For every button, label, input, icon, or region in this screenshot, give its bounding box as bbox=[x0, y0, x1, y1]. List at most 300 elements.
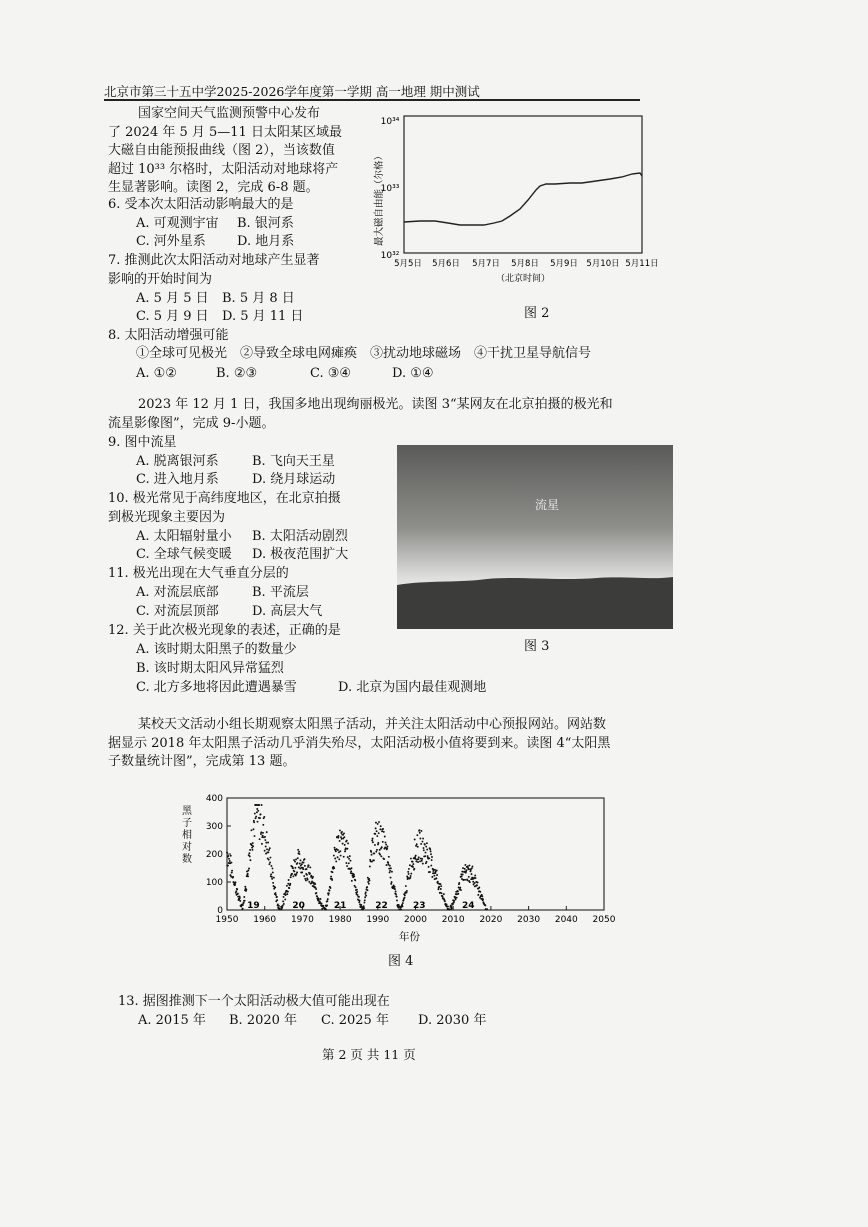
fig4-cycle-label: 21 bbox=[333, 901, 347, 911]
fig4-data-point bbox=[264, 836, 266, 838]
fig4-data-point bbox=[349, 855, 351, 857]
fig4-data-point bbox=[417, 861, 419, 863]
fig4-data-point bbox=[413, 868, 415, 870]
fig4-ytick-label: 100 bbox=[205, 878, 223, 888]
fig4-data-point bbox=[387, 845, 389, 847]
intro1-line: 生显著影响。读图 2，完成 6-8 题。 bbox=[108, 180, 319, 196]
fig4-data-point bbox=[476, 884, 478, 886]
fig4-data-point bbox=[355, 886, 357, 888]
fig2-xlabel: （北京时间） bbox=[495, 274, 551, 284]
fig4-data-point bbox=[297, 857, 299, 859]
fig4-data-point bbox=[385, 844, 387, 846]
fig4-data-point bbox=[424, 844, 426, 846]
fig4-data-point bbox=[365, 895, 367, 897]
fig2-frame bbox=[404, 116, 642, 253]
figure-4-sunspot-chart bbox=[172, 790, 632, 955]
fig4-data-point bbox=[289, 883, 291, 885]
fig4-data-point bbox=[382, 841, 384, 843]
fig4-data-point bbox=[368, 883, 370, 885]
fig4-data-point bbox=[268, 859, 270, 861]
fig4-data-point bbox=[283, 903, 285, 905]
q11-option-b: B. 平流层 bbox=[252, 585, 309, 600]
fig4-data-point bbox=[338, 835, 340, 837]
q9-option-a: A. 脱离银河系 bbox=[136, 454, 219, 469]
fig4-data-point bbox=[347, 842, 349, 844]
fig4-data-point bbox=[269, 847, 271, 849]
fig4-data-point bbox=[228, 858, 230, 860]
q10-option-a: A. 太阳辐射量小 bbox=[136, 529, 232, 544]
fig4-data-point bbox=[345, 862, 347, 864]
fig4-data-point bbox=[242, 908, 244, 910]
fig4-data-point bbox=[479, 891, 481, 893]
fig4-data-point bbox=[316, 896, 318, 898]
fig2-ytick-mid: 10³³ bbox=[380, 184, 400, 194]
fig4-data-point bbox=[243, 896, 245, 898]
fig4-data-point bbox=[259, 817, 261, 819]
fig4-data-point bbox=[229, 860, 231, 862]
fig4-data-point bbox=[419, 838, 421, 840]
q10-option-b: B. 太阳活动剧烈 bbox=[252, 529, 348, 544]
intro1-line: 了 2024 年 5 月 5—11 日太阳某区域最 bbox=[108, 124, 342, 140]
fig4-data-point bbox=[461, 875, 463, 877]
fig4-data-point bbox=[423, 847, 425, 849]
q11-option-a: A. 对流层底部 bbox=[136, 585, 219, 600]
fig4-data-point bbox=[318, 898, 320, 900]
fig4-data-point bbox=[314, 886, 316, 888]
fig4-data-point bbox=[358, 901, 360, 903]
fig4-data-point bbox=[247, 873, 249, 875]
fig4-data-point bbox=[262, 832, 264, 834]
fig4-data-point bbox=[300, 859, 302, 861]
fig4-data-point bbox=[268, 849, 270, 851]
fig4-data-point bbox=[395, 891, 397, 893]
fig4-data-point bbox=[468, 864, 470, 866]
fig4-data-point bbox=[462, 867, 464, 869]
fig4-data-point bbox=[408, 873, 410, 875]
fig4-data-point bbox=[434, 872, 436, 874]
fig4-data-point bbox=[405, 885, 407, 887]
fig4-data-point bbox=[390, 877, 392, 879]
intro-paragraph-1 bbox=[108, 105, 378, 198]
fig4-data-point bbox=[412, 861, 414, 863]
fig4-data-point bbox=[419, 860, 421, 862]
fig4-data-point bbox=[303, 875, 305, 877]
fig4-data-point bbox=[464, 864, 466, 866]
fig2-ytick-bottom: 10³² bbox=[380, 251, 400, 261]
fig4-data-point bbox=[287, 883, 289, 885]
fig4-data-point bbox=[406, 890, 408, 892]
fig4-data-point bbox=[418, 856, 420, 858]
fig4-data-point bbox=[426, 849, 428, 851]
fig4-data-point bbox=[282, 900, 284, 902]
fig4-data-point bbox=[322, 905, 324, 907]
fig2-xtick: 5月9日 bbox=[550, 259, 578, 269]
fig4-data-point bbox=[430, 865, 432, 867]
fig4-data-point bbox=[402, 902, 404, 904]
fig4-data-point bbox=[250, 829, 252, 831]
fig4-data-point bbox=[373, 852, 375, 854]
fig4-data-point bbox=[351, 880, 353, 882]
fig4-data-point bbox=[343, 832, 345, 834]
fig4-data-point bbox=[294, 861, 296, 863]
fig4-data-point bbox=[428, 857, 430, 859]
fig4-data-point bbox=[477, 894, 479, 896]
fig4-data-point bbox=[467, 868, 469, 870]
fig4-data-point bbox=[379, 849, 381, 851]
fig4-data-point bbox=[298, 851, 300, 853]
fig4-data-point bbox=[251, 849, 253, 851]
fig4-data-point bbox=[363, 907, 365, 909]
fig4-cycle-label: 22 bbox=[375, 901, 388, 911]
fig4-ylabel-char: 数 bbox=[182, 854, 192, 865]
fig4-data-point bbox=[386, 847, 388, 849]
fig4-data-point bbox=[374, 833, 376, 835]
fig4-data-point bbox=[334, 858, 336, 860]
q13-option-d: D. 2030 年 bbox=[418, 1013, 487, 1028]
fig4-data-point bbox=[284, 898, 286, 900]
fig4-data-point bbox=[371, 854, 373, 856]
fig4-data-point bbox=[401, 904, 403, 906]
fig4-data-point bbox=[235, 890, 237, 892]
fig4-data-point bbox=[377, 842, 379, 844]
fig2-caption: 图 2 bbox=[524, 306, 550, 321]
fig4-data-point bbox=[366, 886, 368, 888]
fig4-data-point bbox=[377, 823, 379, 825]
fig4-data-point bbox=[350, 860, 352, 862]
fig4-data-point bbox=[477, 881, 479, 883]
fig4-data-point bbox=[239, 900, 241, 902]
fig4-data-point bbox=[262, 824, 264, 826]
q10-stem-line1: 10. 极光常见于高纬度地区，在北京拍摄 bbox=[108, 491, 341, 506]
fig4-data-point bbox=[410, 875, 412, 877]
fig4-data-point bbox=[315, 892, 317, 894]
fig4-data-point bbox=[389, 870, 391, 872]
fig4-data-point bbox=[414, 839, 416, 841]
q11-option-d: D. 高层大气 bbox=[252, 604, 323, 619]
fig4-data-point bbox=[333, 867, 335, 869]
fig4-data-point bbox=[478, 886, 480, 888]
fig4-data-point bbox=[350, 870, 352, 872]
fig4-data-point bbox=[270, 865, 272, 867]
fig4-ylabel-char: 子 bbox=[182, 818, 192, 829]
fig4-data-point bbox=[433, 875, 435, 877]
fig4-data-point bbox=[364, 896, 366, 898]
fig4-data-point bbox=[338, 858, 340, 860]
fig4-data-point bbox=[414, 858, 416, 860]
q7-option-a: A. 5 月 5 日 bbox=[136, 291, 209, 306]
fig4-data-point bbox=[272, 872, 274, 874]
fig4-data-point bbox=[287, 891, 289, 893]
fig4-data-point bbox=[337, 849, 339, 851]
fig4-data-point bbox=[472, 866, 474, 868]
q8-option-b: B. ②③ bbox=[216, 366, 258, 381]
fig4-data-point bbox=[258, 804, 260, 806]
fig4-data-point bbox=[436, 874, 438, 876]
fig4-data-point bbox=[288, 887, 290, 889]
q12-option-a: A. 该时期太阳黑子的数量少 bbox=[136, 642, 297, 657]
fig4-data-point bbox=[365, 891, 367, 893]
q9-stem: 9. 图中流星 bbox=[108, 435, 177, 450]
fig4-data-point bbox=[396, 900, 398, 902]
fig4-data-point bbox=[308, 881, 310, 883]
fig4-data-point bbox=[266, 848, 268, 850]
fig4-data-point bbox=[244, 900, 246, 902]
q9-option-c: C. 进入地月系 bbox=[136, 472, 219, 487]
q7-option-d: D. 5 月 11 日 bbox=[222, 309, 304, 324]
fig4-data-point bbox=[379, 828, 381, 830]
fig2-ylabel: 最大磁自由能（尔格） bbox=[374, 150, 385, 246]
page-footer: 第 2 页 共 11 页 bbox=[322, 1047, 416, 1062]
fig4-cycle-label: 20 bbox=[292, 901, 305, 911]
fig4-data-point bbox=[341, 838, 343, 840]
fig4-caption: 图 4 bbox=[388, 954, 414, 969]
fig4-data-point bbox=[409, 864, 411, 866]
fig4-data-point bbox=[337, 837, 339, 839]
fig4-xtick-label: 1950 bbox=[215, 915, 239, 925]
fig4-data-point bbox=[231, 870, 233, 872]
fig4-data-point bbox=[344, 850, 346, 852]
fig4-data-point bbox=[475, 877, 477, 879]
fig4-data-point bbox=[429, 871, 431, 873]
fig4-data-point bbox=[346, 865, 348, 867]
fig4-data-point bbox=[340, 855, 342, 857]
q7-option-b: B. 5 月 8 日 bbox=[222, 291, 295, 306]
fig4-data-point bbox=[344, 844, 346, 846]
fig4-data-point bbox=[440, 883, 442, 885]
fig4-data-point bbox=[244, 886, 246, 888]
fig4-data-point bbox=[292, 867, 294, 869]
fig4-data-point bbox=[406, 892, 408, 894]
fig4-data-point bbox=[326, 900, 328, 902]
fig4-data-point bbox=[267, 851, 269, 853]
intro3-line: 子数量统计图”，完成第 13 题。 bbox=[108, 754, 296, 770]
q10-option-d: D. 极夜范围扩大 bbox=[252, 547, 349, 562]
fig4-data-point bbox=[404, 894, 406, 896]
q8-stem: 8. 太阳活动增强可能 bbox=[108, 328, 229, 343]
fig4-data-point bbox=[390, 883, 392, 885]
figure-2-magnetic-energy-curve bbox=[360, 108, 660, 348]
fig4-data-point bbox=[346, 848, 348, 850]
fig4-data-point bbox=[331, 879, 333, 881]
fig4-data-point bbox=[335, 860, 337, 862]
fig4-data-point bbox=[416, 843, 418, 845]
fig4-data-point bbox=[398, 904, 400, 906]
fig4-data-point bbox=[369, 866, 371, 868]
q11-option-c: C. 对流层顶部 bbox=[136, 604, 219, 619]
fig4-data-point bbox=[360, 904, 362, 906]
fig4-data-point bbox=[363, 902, 365, 904]
fig4-data-point bbox=[296, 862, 298, 864]
fig4-data-point bbox=[326, 904, 328, 906]
fig4-data-point bbox=[271, 876, 273, 878]
fig4-data-point bbox=[367, 881, 369, 883]
fig4-xtick-label: 2020 bbox=[479, 915, 503, 925]
fig2-xtick: 5月5日 bbox=[394, 259, 422, 269]
fig4-data-point bbox=[264, 850, 266, 852]
fig4-data-point bbox=[248, 852, 250, 854]
q8-option-d: D. ①④ bbox=[392, 366, 434, 381]
fig4-data-point bbox=[256, 808, 258, 810]
fig4-data-point bbox=[383, 831, 385, 833]
fig4-data-point bbox=[329, 887, 331, 889]
fig4-data-point bbox=[243, 902, 245, 904]
fig4-data-point bbox=[286, 893, 288, 895]
fig4-data-point bbox=[297, 849, 299, 851]
q6-option-a: A. 可观测宇宙 bbox=[136, 216, 219, 231]
fig4-data-point bbox=[271, 878, 273, 880]
fig4-data-point bbox=[264, 839, 266, 841]
fig4-xtick-label: 2000 bbox=[404, 915, 427, 925]
fig4-data-point bbox=[276, 899, 278, 901]
fig4-data-point bbox=[372, 838, 374, 840]
fig4-data-point bbox=[252, 845, 254, 847]
fig4-data-point bbox=[332, 871, 334, 873]
fig4-data-point bbox=[273, 877, 275, 879]
fig4-data-point bbox=[415, 855, 417, 857]
fig4-data-point bbox=[248, 868, 250, 870]
fig4-data-point bbox=[422, 841, 424, 843]
fig4-data-point bbox=[299, 853, 301, 855]
fig4-data-point bbox=[343, 836, 345, 838]
fig4-data-point bbox=[327, 898, 329, 900]
fig4-ytick-label: 0 bbox=[217, 906, 223, 916]
fig4-data-point bbox=[247, 870, 249, 872]
fig4-data-point bbox=[470, 878, 472, 880]
fig4-data-point bbox=[395, 893, 397, 895]
fig4-data-point bbox=[375, 851, 377, 853]
fig4-data-point bbox=[254, 813, 256, 815]
fig4-data-point bbox=[345, 847, 347, 849]
fig4-data-point bbox=[421, 860, 423, 862]
fig4-xtick-label: 2050 bbox=[592, 915, 616, 925]
intro3-line: 据显示 2018 年太阳黑子活动几乎消失殆尽，太阳活动极小值将要到来。读图 4“太阳黑 bbox=[108, 735, 611, 751]
fig4-data-point bbox=[356, 891, 358, 893]
fig4-data-point bbox=[265, 842, 267, 844]
fig4-data-point bbox=[371, 840, 373, 842]
q13-option-b: B. 2020 年 bbox=[229, 1013, 298, 1028]
fig4-data-point bbox=[281, 907, 283, 909]
q10-option-c: C. 全球气候变暖 bbox=[136, 547, 232, 562]
fig4-data-point bbox=[265, 846, 267, 848]
fig3-ground bbox=[397, 577, 673, 629]
fig4-data-point bbox=[260, 833, 262, 835]
fig4-data-point bbox=[457, 893, 459, 895]
fig4-data-point bbox=[383, 858, 385, 860]
fig4-data-point bbox=[417, 858, 419, 860]
fig4-data-point bbox=[260, 813, 262, 815]
fig4-data-point bbox=[304, 858, 306, 860]
fig4-data-point bbox=[436, 870, 438, 872]
fig4-data-point bbox=[459, 887, 461, 889]
fig4-data-point bbox=[239, 897, 241, 899]
fig4-data-point bbox=[354, 879, 356, 881]
fig4-data-point bbox=[430, 853, 432, 855]
fig4-data-point bbox=[422, 838, 424, 840]
q8-items: ①全球可见极光 ②导致全球电网瘫痪 ③扰动地球磁场 ④干扰卫星导航信号 bbox=[136, 346, 592, 361]
fig4-data-point bbox=[339, 830, 341, 832]
intro-paragraph-2 bbox=[108, 396, 613, 433]
fig4-data-point bbox=[351, 867, 353, 869]
fig4-data-point bbox=[410, 873, 412, 875]
fig4-data-point bbox=[426, 861, 428, 863]
fig4-data-point bbox=[235, 881, 237, 883]
intro2-line: 流星影像图”，完成 9-小题。 bbox=[108, 415, 275, 431]
fig4-data-point bbox=[253, 821, 255, 823]
fig4-data-point bbox=[301, 871, 303, 873]
fig2-xticks bbox=[394, 259, 659, 269]
fig4-data-point bbox=[386, 864, 388, 866]
fig4-data-point bbox=[453, 900, 455, 902]
fig4-data-point bbox=[305, 880, 307, 882]
page-header: 北京市第三十五中学2025-2026学年度第一学期 高一地理 期中测试 bbox=[104, 84, 480, 99]
fig4-data-point bbox=[333, 855, 335, 857]
fig4-data-point bbox=[255, 816, 257, 818]
fig4-data-point bbox=[442, 896, 444, 898]
fig4-data-point bbox=[347, 856, 349, 858]
fig4-data-point bbox=[261, 843, 263, 845]
intro1-line: 国家空间天气监测预警中心发布 bbox=[138, 106, 321, 121]
fig4-data-point bbox=[339, 840, 341, 842]
fig4-data-point bbox=[404, 897, 406, 899]
fig4-data-point bbox=[389, 865, 391, 867]
fig4-data-point bbox=[328, 890, 330, 892]
fig4-xtick-label: 2010 bbox=[441, 915, 465, 925]
fig4-data-point bbox=[431, 859, 433, 861]
fig4-data-point bbox=[341, 831, 343, 833]
fig4-data-point bbox=[381, 830, 383, 832]
fig4-data-point bbox=[380, 855, 382, 857]
fig4-data-point bbox=[456, 897, 458, 899]
intro2-line: 2023 年 12 月 1 日，我国多地出现绚丽极光。读图 3“某网友在北京拍摄的极光和 bbox=[138, 397, 613, 412]
fig4-data-point bbox=[388, 868, 390, 870]
fig4-data-point bbox=[236, 888, 238, 890]
intro1-line: 大磁自由能预报曲线（图 2），当该数值 bbox=[108, 143, 335, 159]
fig4-data-point bbox=[369, 880, 371, 882]
q13-option-a: A. 2015 年 bbox=[138, 1013, 206, 1028]
fig4-data-point bbox=[293, 870, 295, 872]
q6-option-d: D. 地月系 bbox=[237, 234, 295, 249]
fig4-data-point bbox=[249, 849, 251, 851]
fig4-data-point bbox=[437, 881, 439, 883]
fig4-data-point bbox=[292, 875, 294, 877]
fig4-data-point bbox=[227, 855, 229, 857]
fig2-xtick: 5月11日 bbox=[625, 259, 659, 269]
fig4-data-point bbox=[266, 831, 268, 833]
fig4-data-point bbox=[469, 881, 471, 883]
fig4-data-point bbox=[339, 850, 341, 852]
fig4-data-point bbox=[269, 861, 271, 863]
fig4-data-point bbox=[340, 836, 342, 838]
fig4-data-point bbox=[325, 908, 327, 910]
fig4-data-point bbox=[425, 852, 427, 854]
fig4-data-point bbox=[419, 832, 421, 834]
q8-option-c: C. ③④ bbox=[310, 366, 352, 381]
header-divider bbox=[104, 99, 640, 101]
fig4-data-point bbox=[367, 889, 369, 891]
intro-paragraph-3 bbox=[108, 716, 610, 772]
fig4-data-point bbox=[259, 838, 261, 840]
fig4-data-point bbox=[302, 868, 304, 870]
fig4-data-point bbox=[431, 876, 433, 878]
fig4-xlabel: 年份 bbox=[399, 931, 420, 943]
fig4-data-point bbox=[484, 904, 486, 906]
fig4-data-point bbox=[376, 849, 378, 851]
fig4-data-point bbox=[428, 866, 430, 868]
fig4-data-point bbox=[472, 881, 474, 883]
fig4-data-point bbox=[262, 835, 264, 837]
fig4-data-point bbox=[356, 889, 358, 891]
fig2-ytick-top: 10³⁴ bbox=[380, 117, 400, 127]
